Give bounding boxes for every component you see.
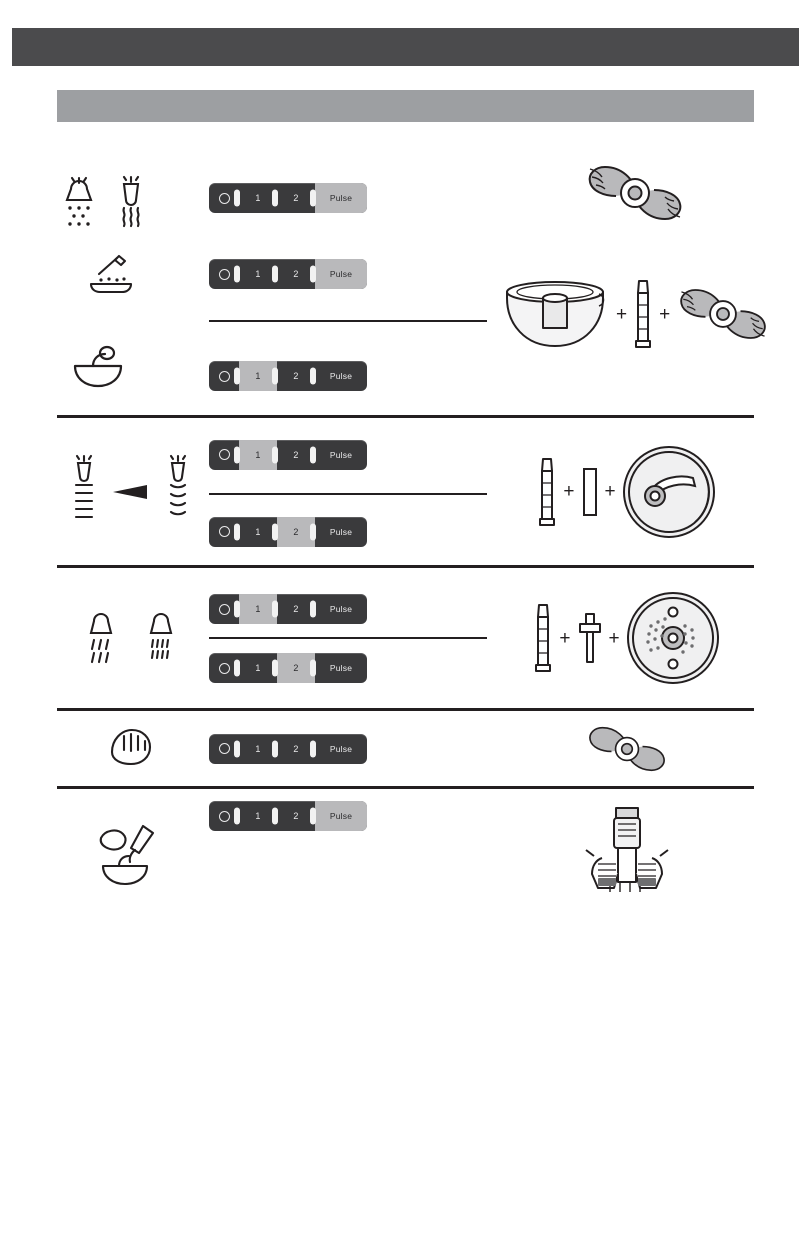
separator-lozenge <box>272 660 278 677</box>
drive-shaft-icon <box>536 455 558 529</box>
separator-lozenge <box>234 368 240 385</box>
accessory-cell <box>499 568 754 708</box>
task-icon-cell <box>57 568 205 708</box>
pulse-label: Pulse <box>329 811 353 821</box>
knead-dough-icon <box>100 722 162 776</box>
speed-1-label: 1 <box>255 193 261 203</box>
accessory-cell <box>499 120 771 435</box>
whisk-attachment-icon <box>568 802 686 912</box>
speed-2-label: 2 <box>293 743 299 754</box>
separator-lozenge <box>272 808 278 825</box>
speed-setting-cell <box>205 780 499 933</box>
speed-1-label: 1 <box>255 811 261 821</box>
plus-sign: + <box>616 303 628 325</box>
mince-herbs-board-icon <box>79 254 139 298</box>
speed-bar-speed2[interactable] <box>209 801 367 831</box>
speed-2-label: 2 <box>293 193 299 203</box>
separator-lozenge <box>310 368 316 385</box>
pulse-label: Pulse <box>329 269 353 279</box>
pulse-label: Pulse <box>329 526 353 537</box>
speed-2-label: 2 <box>293 371 299 381</box>
speed-2-label: 2 <box>293 811 299 821</box>
plus-sign: + <box>608 627 620 649</box>
power-off-icon <box>219 449 230 460</box>
task-icon-cell <box>57 789 205 924</box>
plus-sign: + <box>659 303 671 325</box>
plus-sign: + <box>604 481 616 502</box>
speed-bar-speed2[interactable] <box>209 734 367 764</box>
separator-lozenge <box>310 660 316 677</box>
pulse-segment[interactable] <box>315 734 367 764</box>
drive-shaft-icon <box>532 601 554 675</box>
slice-carrot-thick-icon <box>161 453 195 531</box>
shred-cheese-icon <box>81 607 121 669</box>
speed-1-label: 1 <box>255 449 261 460</box>
speed-setting-cell <box>205 711 499 786</box>
pulse-label: Pulse <box>329 743 353 754</box>
task-icon-cell <box>57 711 205 786</box>
pulse-segment[interactable] <box>315 517 367 547</box>
speed-bar-speed1[interactable] <box>209 361 367 391</box>
whisk-egg-bowl-icon <box>91 822 171 892</box>
speed-bar-speed2[interactable] <box>209 517 367 547</box>
accessory-cell <box>499 711 754 786</box>
pulse-label: Pulse <box>329 449 353 460</box>
task-icon-cell <box>57 136 205 419</box>
inner-divider <box>209 637 487 639</box>
table-row <box>57 568 754 711</box>
separator-lozenge <box>310 446 316 463</box>
separator-lozenge <box>234 601 240 618</box>
separator-lozenge <box>310 266 316 283</box>
separator-lozenge <box>234 660 240 677</box>
pulse-label: Pulse <box>329 663 353 673</box>
speed-bar-speed1[interactable] <box>209 440 367 470</box>
speed-2-label: 2 <box>293 269 299 279</box>
disc-stem-icon <box>576 611 604 665</box>
s-blade-icon <box>583 160 687 226</box>
accessory-cell <box>499 789 754 924</box>
function-table <box>57 140 754 924</box>
speed-1-label: 1 <box>255 743 261 754</box>
separator-lozenge <box>310 601 316 618</box>
speed-bar-pulse-2[interactable] <box>209 259 367 289</box>
accessory-cell <box>499 418 754 565</box>
shred-cheese-fine-icon <box>141 607 181 669</box>
slicing-disc-icon <box>621 444 717 540</box>
power-off-icon <box>219 663 230 674</box>
separator-lozenge <box>310 740 316 757</box>
separator-lozenge <box>310 190 316 207</box>
pulse-label: Pulse <box>329 371 353 381</box>
separator-lozenge <box>234 446 240 463</box>
pulse-label: Pulse <box>329 193 353 203</box>
separator-lozenge <box>272 523 278 540</box>
speed-1-label: 1 <box>255 604 261 614</box>
speed-bar-pulse-1[interactable] <box>209 183 367 213</box>
table-row <box>57 140 754 418</box>
pulse-label: Pulse <box>329 604 353 614</box>
separator-lozenge <box>272 266 278 283</box>
inner-divider <box>209 493 487 495</box>
s-blade-icon <box>675 283 771 345</box>
separator-lozenge <box>272 190 278 207</box>
table-row <box>57 711 754 789</box>
power-off-icon <box>219 526 230 537</box>
power-off-icon <box>219 743 230 754</box>
slice-arrow-icon <box>111 482 151 502</box>
speed-1-label: 1 <box>255 663 261 673</box>
pulse-segment[interactable] <box>315 594 367 624</box>
speed-bar-speed1[interactable] <box>209 594 367 624</box>
separator-lozenge <box>310 523 316 540</box>
s-blade-icon <box>579 722 675 776</box>
pulse-segment[interactable] <box>315 653 367 683</box>
separator-lozenge <box>272 368 278 385</box>
speed-1-label: 1 <box>255 269 261 279</box>
work-bowl-icon <box>499 274 611 354</box>
mix-bowl-icon <box>67 344 129 394</box>
speed-setting-cell <box>205 140 499 415</box>
power-off-icon <box>219 371 230 382</box>
header-bar <box>12 28 799 66</box>
separator-lozenge <box>234 740 240 757</box>
power-off-icon <box>219 604 230 615</box>
pulse-segment[interactable] <box>315 183 367 213</box>
table-row <box>57 789 754 924</box>
speed-1-label: 1 <box>255 371 261 381</box>
speed-2-label: 2 <box>293 604 299 614</box>
speed-2-label: 2 <box>293 663 299 673</box>
speed-2-label: 2 <box>293 449 299 460</box>
speed-2-label: 2 <box>293 526 299 537</box>
speed-setting-cell <box>205 418 499 565</box>
separator-lozenge <box>310 808 316 825</box>
table-row <box>57 418 754 568</box>
separator-lozenge <box>234 523 240 540</box>
plus-sign: + <box>559 627 571 649</box>
speed-bar-speed2[interactable] <box>209 653 367 683</box>
separator-lozenge <box>234 266 240 283</box>
separator-lozenge <box>272 740 278 757</box>
separator-lozenge <box>272 446 278 463</box>
plus-sign: + <box>563 481 575 502</box>
separator-lozenge <box>234 190 240 207</box>
power-off-icon <box>219 193 230 204</box>
pulse-segment[interactable] <box>315 801 367 831</box>
speed-setting-cell <box>205 568 499 708</box>
slice-carrot-icon <box>67 453 101 531</box>
adapter-stem-icon <box>580 466 600 518</box>
pulse-segment[interactable] <box>315 259 367 289</box>
separator-lozenge <box>272 601 278 618</box>
drive-shaft-icon <box>632 277 654 351</box>
separator-lozenge <box>234 808 240 825</box>
speed-1-label: 1 <box>255 526 261 537</box>
power-off-icon <box>219 811 230 822</box>
inner-divider <box>209 320 487 322</box>
subheader-bar <box>57 90 754 122</box>
pulse-segment[interactable] <box>315 440 367 470</box>
power-off-icon <box>219 269 230 280</box>
task-icon-cell <box>57 418 205 565</box>
pulse-segment[interactable] <box>315 361 367 391</box>
chop-carrot-icon <box>111 174 151 236</box>
grate-shake-icon <box>57 174 101 232</box>
shredding-disc-icon <box>625 590 721 686</box>
